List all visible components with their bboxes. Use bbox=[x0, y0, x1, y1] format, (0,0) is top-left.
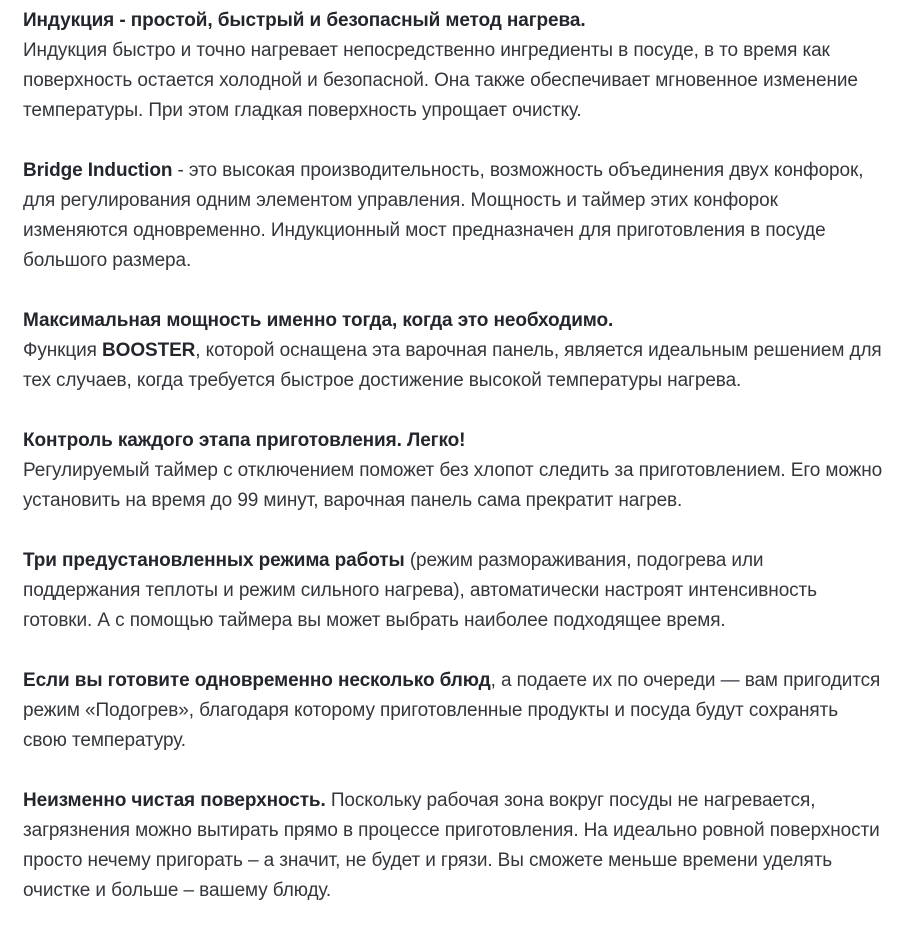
text-section bbox=[23, 666, 883, 756]
text-section bbox=[23, 546, 883, 636]
sections-container bbox=[23, 6, 883, 906]
text-section bbox=[23, 156, 883, 276]
text-segment: (режим размораживания, подогрева или поддержания теплоты и режим сильного нагрева), автоматически настроят интенсивность готовки. А с помощью таймера вы может выбрать наиболее подходящее время. bbox=[23, 550, 817, 631]
text-section bbox=[23, 306, 883, 396]
text-segment: Поскольку рабочая зона вокруг посуды не нагревается, загрязнения можно вытирать прямо в процессе приготовления. На идеально ровной поверхности просто нечему пригорать – а значит, не будет и грязи. Вы сможете меньше времени уделять очистке и больше – вашему блюду. bbox=[23, 790, 880, 901]
text-segment: - это высокая производительность, возможность объединения двух конфорок, для регулирования одним элементом управления. Мощность и таймер этих конфорок изменяются одновременно. Индукционный мост предназначен для приготовления в посуде большого размера. bbox=[23, 160, 864, 271]
bold-text-segment: Bridge Induction bbox=[23, 160, 173, 181]
bold-text-segment: Максимальная мощность именно тогда, когда это необходимо. bbox=[23, 310, 614, 331]
bold-text-segment: BOOSTER bbox=[102, 340, 196, 361]
text-segment: Функция bbox=[23, 340, 103, 361]
text-section bbox=[23, 426, 883, 516]
text-segment: Регулируемый таймер с отключением поможет без хлопот следить за приготовлением. Его можно установить на время до 99 минут, варочная панель сама прекратит нагрев. bbox=[23, 460, 883, 511]
text-section bbox=[23, 6, 883, 126]
bold-text-segment: Неизменно чистая поверхность. bbox=[23, 790, 326, 811]
text-segment: , которой оснащена эта варочная панель, является идеальным решением для тех случаев, когда требуется быстрое достижение высокой температуры нагрева. bbox=[23, 340, 882, 391]
bold-text-segment: Три предустановленных режима работы bbox=[23, 550, 405, 571]
bold-text-segment: Индукция - простой, быстрый и безопасный метод нагрева. bbox=[23, 10, 586, 31]
bold-text-segment: Контроль каждого этапа приготовления. Легко! bbox=[23, 430, 466, 451]
text-segment: , а подаете их по очереди — вам пригодится режим «Подогрев», благодаря которому приготовленные продукты и посуда будут сохранять свою температуру. bbox=[23, 670, 881, 751]
text-segment: Индукция быстро и точно нагревает непосредственно ингредиенты в посуде, в то время как поверхность остается холодной и безопасной. Она также обеспечивает мгновенное изменение температуры. При этом гладкая поверхность упрощает очистку. bbox=[23, 40, 858, 121]
bold-text-segment: Если вы готовите одновременно несколько блюд bbox=[23, 670, 491, 691]
text-section bbox=[23, 786, 883, 906]
